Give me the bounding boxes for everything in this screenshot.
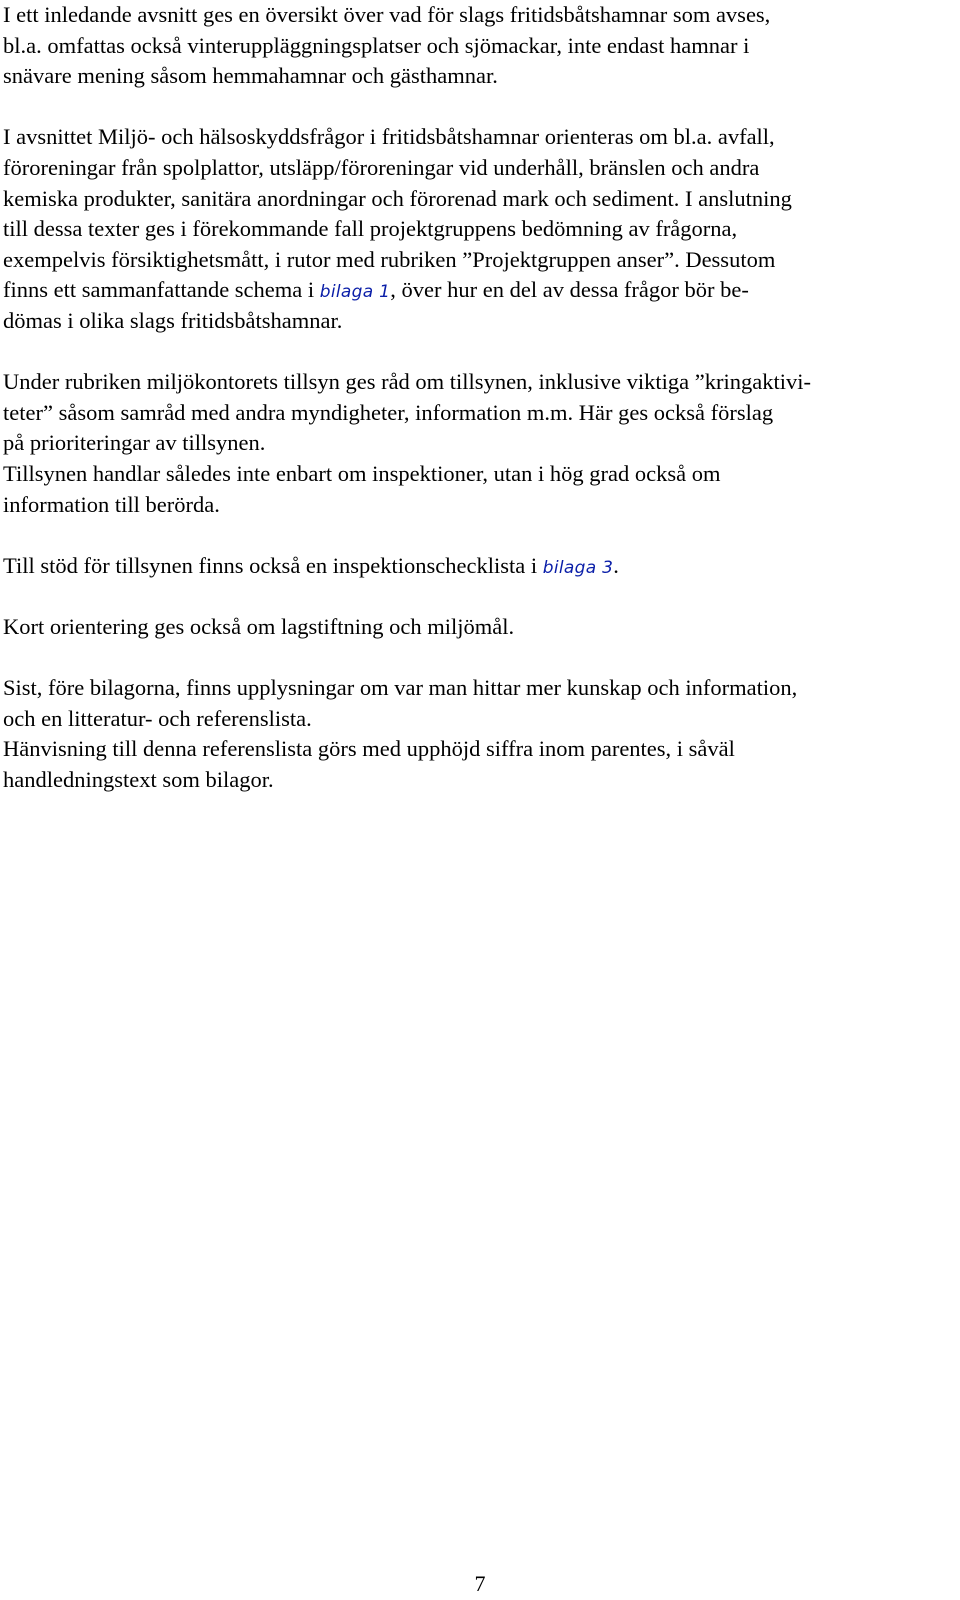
checklist-paragraph bbox=[3, 551, 948, 582]
text-line: bl.a. omfattas också vinteruppläggningsplatser och sjömackar, inte endast hamnar i bbox=[3, 32, 750, 58]
page-number: 7 bbox=[474, 1571, 486, 1596]
text-segment: finns ett sammanfattande schema i bbox=[3, 277, 320, 303]
text-line: kemiska produkter, sanitära anordningar och förorenad mark och sediment. I anslutning bbox=[3, 185, 792, 211]
text-line: och en litteratur- och referenslista. bbox=[3, 705, 312, 731]
text-line: Sist, före bilagorna, finns upplysningar om var man hittar mer kunskap och information, bbox=[3, 675, 798, 701]
text-line-with-link bbox=[3, 275, 948, 306]
paragraph-gap bbox=[3, 337, 948, 368]
text-line: teter” såsom samråd med andra myndigheter, information m.m. Här ges också förslag bbox=[3, 399, 774, 425]
supervision-paragraph bbox=[3, 367, 948, 520]
text-line: exempelvis försiktighetsmått, i rutor med rubriken ”Projektgruppen anser”. Dessutom bbox=[3, 246, 776, 272]
text-line: snävare mening såsom hemmahamnar och gästhamnar. bbox=[3, 63, 498, 89]
legislation-paragraph bbox=[3, 612, 948, 643]
text-line: på prioriteringar av tillsynen. bbox=[3, 430, 266, 456]
paragraph-gap bbox=[3, 581, 948, 612]
intro-paragraph bbox=[3, 0, 948, 92]
bilaga-1-link[interactable]: bilaga 1 bbox=[319, 282, 391, 303]
text-line: Kort orientering ges också om lagstiftning och miljömål. bbox=[3, 613, 515, 639]
references-paragraph bbox=[3, 673, 948, 795]
text-line: till dessa texter ges i förekommande fall projektgruppens bedömning av frågorna, bbox=[3, 216, 738, 242]
environment-paragraph bbox=[3, 122, 948, 336]
text-line: I avsnittet Miljö- och hälsoskyddsfrågor i fritidsbåtshamnar orienteras om bl.a. avfall, bbox=[3, 124, 775, 150]
text-segment: Till stöd för tillsynen finns också en inspektionschecklista i bbox=[3, 552, 543, 578]
paragraph-gap bbox=[3, 642, 948, 673]
text-segment: , över hur en del av dessa frågor bör be- bbox=[390, 277, 749, 303]
text-line: information till berörda. bbox=[3, 491, 220, 517]
paragraph-gap bbox=[3, 520, 948, 551]
text-line: föroreningar från spolplattor, utsläpp/föroreningar vid underhåll, bränslen och andra bbox=[3, 154, 760, 180]
text-segment: . bbox=[613, 552, 619, 578]
paragraph-gap bbox=[3, 92, 948, 123]
text-line: Under rubriken miljökontorets tillsyn ges råd om tillsynen, inklusive viktiga ”kringaktivi- bbox=[3, 369, 812, 395]
text-line: Tillsynen handlar således inte enbart om inspektioner, utan i hög grad också om bbox=[3, 460, 721, 486]
text-line: handledningstext som bilagor. bbox=[3, 766, 274, 792]
text-line: Hänvisning till denna referenslista görs med upphöjd siffra inom parentes, i såväl bbox=[3, 736, 735, 762]
text-line: I ett inledande avsnitt ges en översikt över vad för slags fritidsbåtshamnar som avses, bbox=[3, 2, 771, 27]
document-page bbox=[3, 0, 948, 795]
text-line: dömas i olika slags fritidsbåtshamnar. bbox=[3, 307, 343, 333]
text-line-with-link bbox=[3, 551, 948, 582]
bilaga-3-link[interactable]: bilaga 3 bbox=[542, 557, 614, 578]
